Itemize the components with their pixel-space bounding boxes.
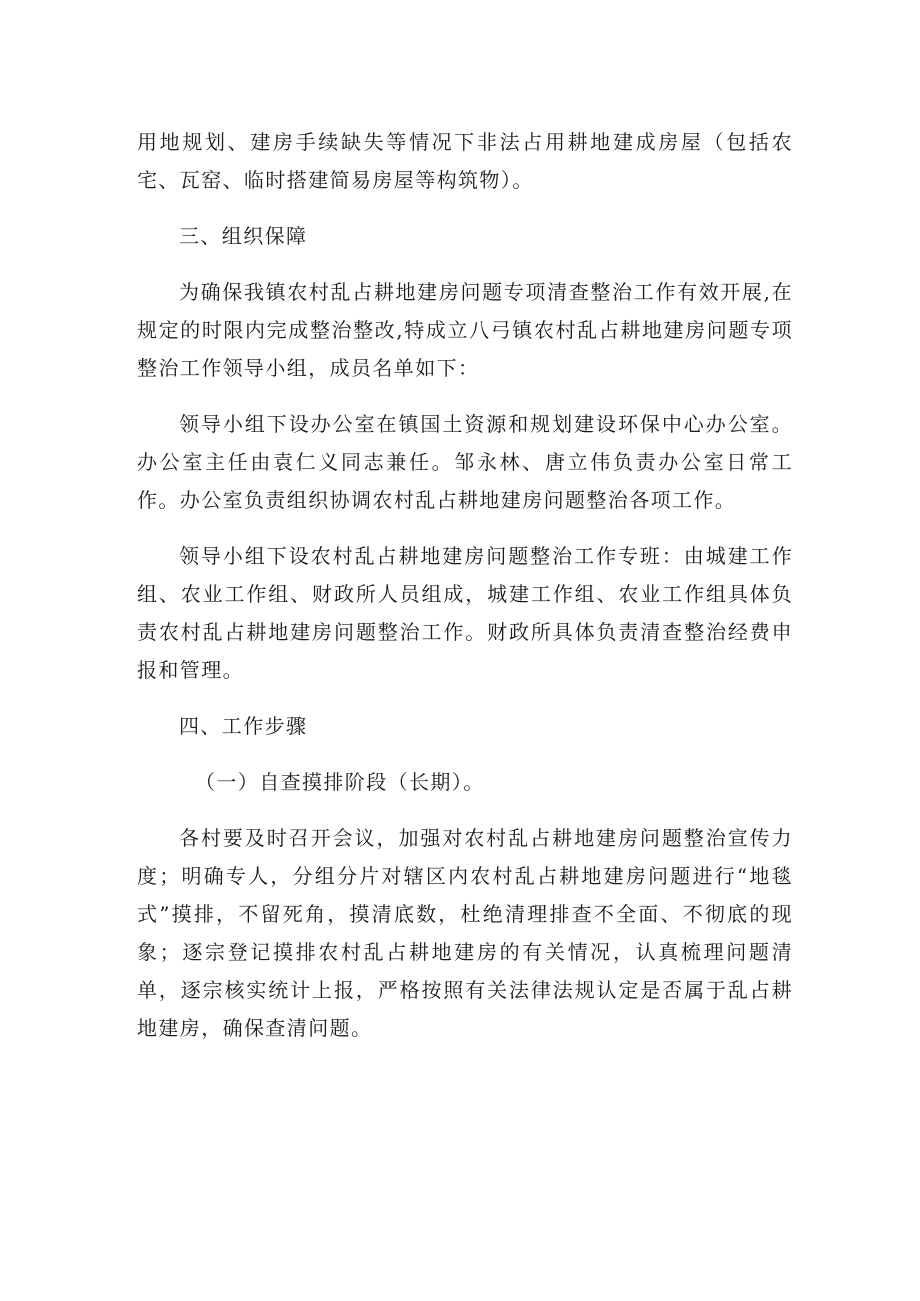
paragraph-continuation: 用地规划、建房手续缺失等情况下非法占用耕地建成房屋（包括农宅、瓦窑、临时搭建简易房屋等构筑物）。 — [137, 130, 793, 192]
paragraph-task-force: 领导小组下设农村乱占耕地建房问题整治工作专班：由城建工作组、农业工作组、财政所人员组成，城建工作组、农业工作组具体负责农村乱占耕地建房问题整治工作。财政所具体负责清查整治经费申报和管理。 — [137, 544, 793, 682]
paragraph-office: 领导小组下设办公室在镇国土资源和规划建设环保中心办公室。办公室主任由袁仁义同志兼任。邹永林、唐立伟负责办公室日常工作。办公室负责组织协调农村乱占耕地建房问题整治各项工作。 — [137, 412, 793, 512]
section-heading-organization: 三、组织保障 — [179, 224, 308, 248]
paragraph-self-check: 各村要及时召开会议，加强对农村乱占耕地建房问题整治宣传力度；明确专人，分组分片对辖区内农村乱占耕地建房问题进行“地毯式”摸排，不留死角，摸清底数，杜绝清理排查不全面、不彻底的现象；逐宗登记摸排农村乱占耕地建房的有关情况，认真梳理问题清单，逐宗核实统计上报，严格按照有关法律法规认定是否属于乱占耕地建房，确保查清问题。 — [137, 826, 793, 1040]
document-body — [137, 123, 793, 1047]
subsection-heading-self-check: （一）自查摸排阶段（长期）。 — [195, 770, 485, 794]
section-heading-work-steps: 四、工作步骤 — [179, 714, 308, 738]
paragraph-leading-group: 为确保我镇农村乱占耕地建房问题专项清查整治工作有效开展,在规定的时限内完成整治整改,特成立八弓镇农村乱占耕地建房问题专项整治工作领导小组，成员名单如下： — [137, 280, 793, 380]
